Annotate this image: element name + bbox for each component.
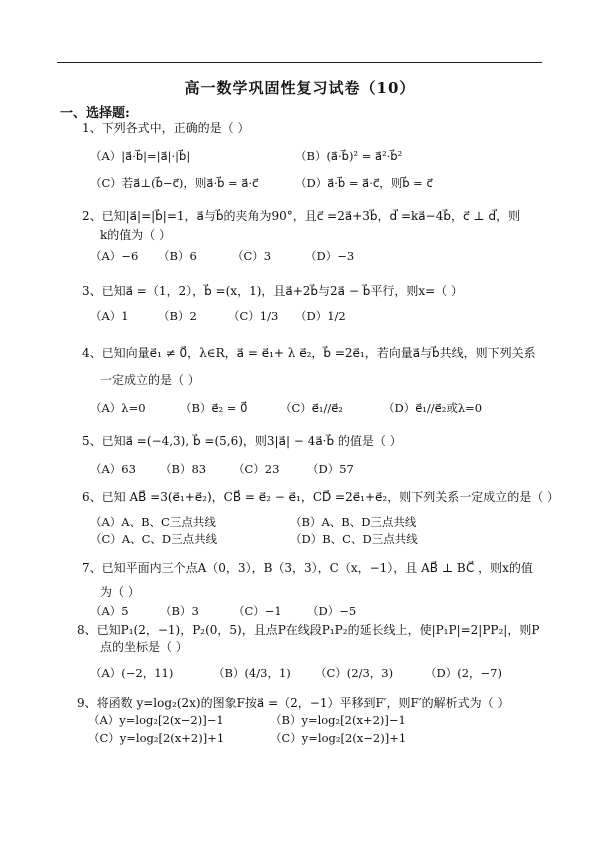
q7-option-b: （B）3	[160, 604, 199, 618]
question-1-stem: 1、下列各式中，正确的是（ ）	[82, 121, 250, 135]
q7-option-c: （C）−1	[233, 604, 282, 618]
question-5-stem: 5、已知a⃗ =(−4,3), b⃗ =(5,6)，则3|a⃗| − 4a⃗·b⃗ 的值是（ ）	[82, 434, 402, 448]
q5-option-a: （A）63	[90, 462, 136, 476]
q2-option-c: （C）3	[232, 249, 272, 263]
q9-option-b: （B）y=log₂[2(x+2)]−1	[270, 713, 406, 727]
q1-option-b: （B）(a⃗·b⃗)² = a⃗²·b⃗²	[295, 149, 403, 163]
q6-option-c: （C）A、C、D三点共线	[90, 532, 218, 546]
question-7-stem-cont: 为（ ）	[100, 585, 140, 599]
q5-option-d: （D）57	[307, 462, 354, 476]
q4-option-c: （C）e⃗₁//e⃗₂	[280, 401, 343, 415]
q9-option-d: （C）y=log₂[2(x−2)]+1	[270, 731, 407, 745]
q9-option-c: （C）y=log₂[2(x+2)]+1	[88, 731, 225, 745]
question-8-stem-cont: 点的坐标是（ ）	[100, 640, 188, 654]
q1-option-d: （D）a⃗·b⃗ = a⃗·c⃗，则b⃗ = c⃗	[295, 176, 433, 190]
q3-option-c: （C）1/3	[228, 309, 279, 323]
q3-option-a: （A）1	[90, 309, 129, 323]
q7-option-d: （D）−5	[307, 604, 357, 618]
q1-option-c: （C）若a⃗⊥(b⃗−c⃗)，则a⃗·b⃗ = a⃗·c⃗	[90, 176, 259, 190]
q6-option-a: （A）A、B、C三点共线	[90, 515, 216, 529]
q5-option-b: （B）83	[160, 462, 207, 476]
q3-option-d: （D）1/2	[295, 309, 346, 323]
q8-option-a: （A）(−2，11)	[90, 666, 174, 680]
question-7-stem: 7、已知平面内三个点A（0，3），B（3，3），C（x，−1），且 AB⃗ ⊥ BC⃗ ，则x的值	[82, 561, 533, 575]
q6-option-b: （B）A、B、D三点共线	[290, 515, 417, 529]
q4-option-a: （A）λ=0	[90, 401, 146, 415]
question-9-stem: 9、将函数 y=log₂(2x)的图象F按a⃗ =（2，−1）平移到F′，则F′的解析式为（ ）	[77, 696, 510, 710]
q6-option-d: （D）B、C、D三点共线	[290, 532, 418, 546]
q8-option-b: （B）(4/3，1)	[213, 666, 291, 680]
q1-option-a: （A）|a⃗·b⃗|=|a⃗|·|b⃗|	[90, 149, 191, 163]
q8-option-c: （C）(2/3，3)	[315, 666, 394, 680]
q2-option-b: （B）6	[158, 249, 197, 263]
question-8-stem: 8、已知P₁(2，−1)，P₂(0，5)，且点P在线段P₁P₂的延长线上，使|P₁P|=2|PP₂|，则P	[77, 623, 540, 637]
q9-option-a: （A）y=log₂[2(x−2)]−1	[88, 713, 224, 727]
question-4-stem: 4、已知向量e⃗₁ ≠ 0⃗，λ∈R，a⃗ = e⃗₁+ λ e⃗₂，b⃗ =2e⃗₁，若向量a⃗与b⃗共线，则下列关系	[82, 346, 536, 360]
q3-option-b: （B）2	[158, 309, 197, 323]
question-2-stem: 2、已知|a⃗|=|b⃗|=1，a⃗与b⃗的夹角为90°，且c⃗ =2a⃗+3b⃗，d⃗ =ka⃗−4b⃗，c⃗ ⊥ d⃗，则	[82, 209, 521, 223]
q2-option-a: （A）−6	[90, 249, 139, 263]
q2-option-d: （D）−3	[305, 249, 355, 263]
question-3-stem: 3、已知a⃗ =（1，2），b⃗ =(x，1)，且a⃗+2b⃗与2a⃗ − b⃗平行，则x=（ ）	[82, 284, 463, 298]
page-title: 高一数学巩固性复习试卷（10）	[184, 79, 416, 97]
q4-option-b: （B）e⃗₂ = 0⃗	[180, 401, 248, 415]
question-4-stem-cont: 一定成立的是（ ）	[100, 373, 200, 387]
q8-option-d: （D）(2，−7)	[425, 666, 502, 680]
question-6-stem: 6、已知 AB⃗ =3(e⃗₁+e⃗₂)，CB⃗ = e⃗₂ − e⃗₁，CD⃗ =2e⃗₁+e⃗₂，则下列关系一定成立的是（ ）	[82, 490, 560, 504]
q7-option-a: （A）5	[90, 604, 129, 618]
q5-option-c: （C）23	[233, 462, 280, 476]
top-rule	[57, 62, 542, 63]
section-heading: 一、选择题:	[60, 106, 130, 121]
q4-option-d: （D）e⃗₁//e⃗₂或λ=0	[383, 401, 483, 415]
question-2-stem-cont: k的值为（ ）	[100, 228, 172, 242]
